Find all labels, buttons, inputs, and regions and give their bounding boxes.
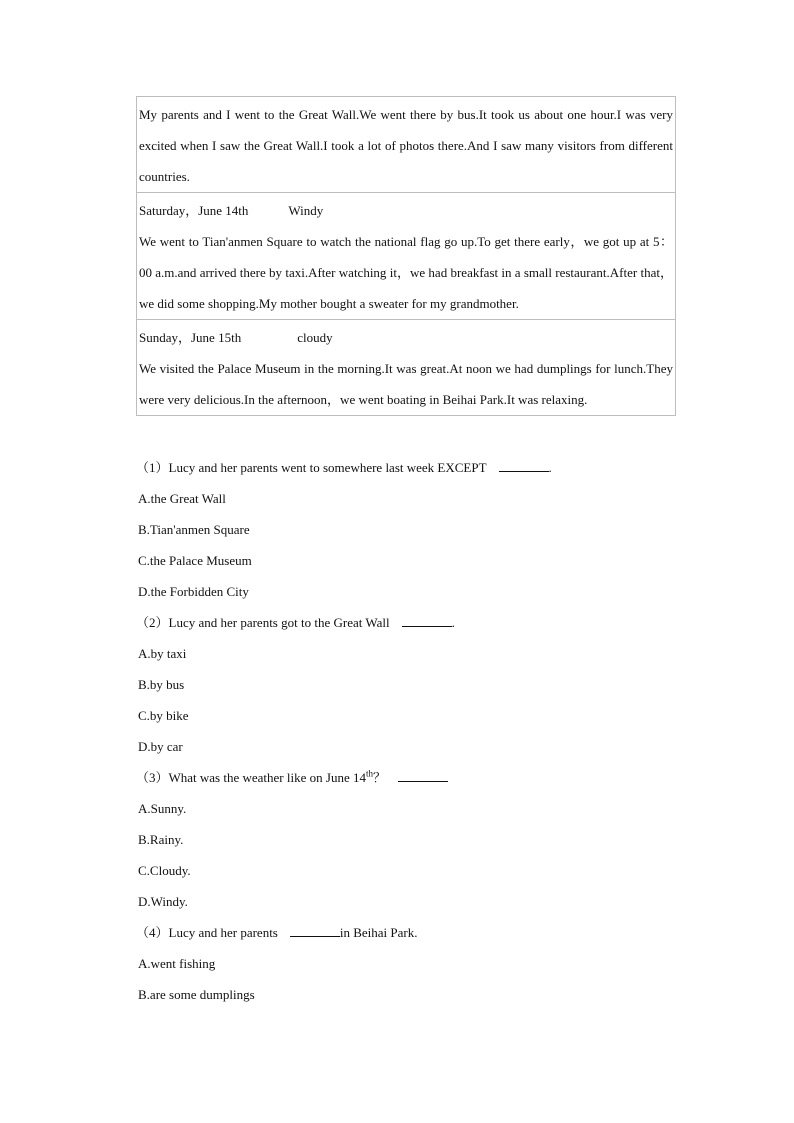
- diary-entry-1: [137, 97, 676, 193]
- entry-2-date: Saturday，June 14th: [139, 203, 249, 218]
- question-list: [138, 452, 678, 1010]
- answer-blank-3[interactable]: [398, 767, 448, 782]
- diary-table: [136, 96, 676, 416]
- question-2-option-d: D.by car: [138, 739, 183, 754]
- entry-3-header: [139, 322, 673, 353]
- answer-blank-1[interactable]: [499, 457, 549, 472]
- diary-entry-3: [137, 320, 676, 416]
- question-4-option-a: A.went fishing: [138, 956, 216, 971]
- question-1-option-a: A.the Great Wall: [138, 491, 226, 506]
- entry-2-text: We went to Tian'anmen Square to watch the national flag go up.To get there early，we got up at 5：00 a.m.and arrived there by taxi.After watching it，we had breakfast in a small restaurant.After that，we did some shopping.My mother bought a sweater for my grandmother.: [139, 234, 673, 311]
- entry-3-text: We visited the Palace Museum in the morning.It was great.At noon we had dumplings for lunch.They were very delicious.In the afternoon，we went boating in Beihai Park.It was relaxing.: [139, 361, 673, 407]
- question-3-option-d: D.Windy.: [138, 894, 188, 909]
- answer-blank-4[interactable]: [290, 922, 340, 937]
- question-4-stem: （4）Lucy and her parents in Beihai Park.: [136, 917, 678, 948]
- question-1-option-b: B.Tian'anmen Square: [138, 522, 250, 537]
- question-1-option-d: D.the Forbidden City: [138, 584, 249, 599]
- question-3-option-c: C.Cloudy.: [138, 863, 191, 878]
- entry-2-header: [139, 195, 673, 226]
- entry-2-weather: Windy: [288, 203, 324, 218]
- question-1-stem: （1）Lucy and her parents went to somewhere last week EXCEPT .: [136, 452, 678, 483]
- answer-blank-2[interactable]: [402, 612, 452, 627]
- question-3-stem: （3）What was the weather like on June 14th？: [136, 762, 678, 793]
- question-2-option-a: A.by taxi: [138, 646, 187, 661]
- diary-entry-2: [137, 193, 676, 320]
- entry-3-date: Sunday，June 15th: [139, 330, 242, 345]
- question-4-option-b: B.are some dumplings: [138, 987, 255, 1002]
- question-3-option-a: A.Sunny.: [138, 801, 187, 816]
- entry-1-text: My parents and I went to the Great Wall.We went there by bus.It took us about one hour.I was very excited when I saw the Great Wall.I took a lot of photos there.And I saw many visitors from different countries.: [139, 107, 673, 184]
- question-2-option-c: C.by bike: [138, 708, 189, 723]
- entry-3-weather: cloudy: [297, 330, 333, 345]
- question-3-option-b: B.Rainy.: [138, 832, 184, 847]
- question-1-option-c: C.the Palace Museum: [138, 553, 252, 568]
- question-2-option-b: B.by bus: [138, 677, 185, 692]
- question-2-stem: （2）Lucy and her parents got to the Great Wall .: [136, 607, 678, 638]
